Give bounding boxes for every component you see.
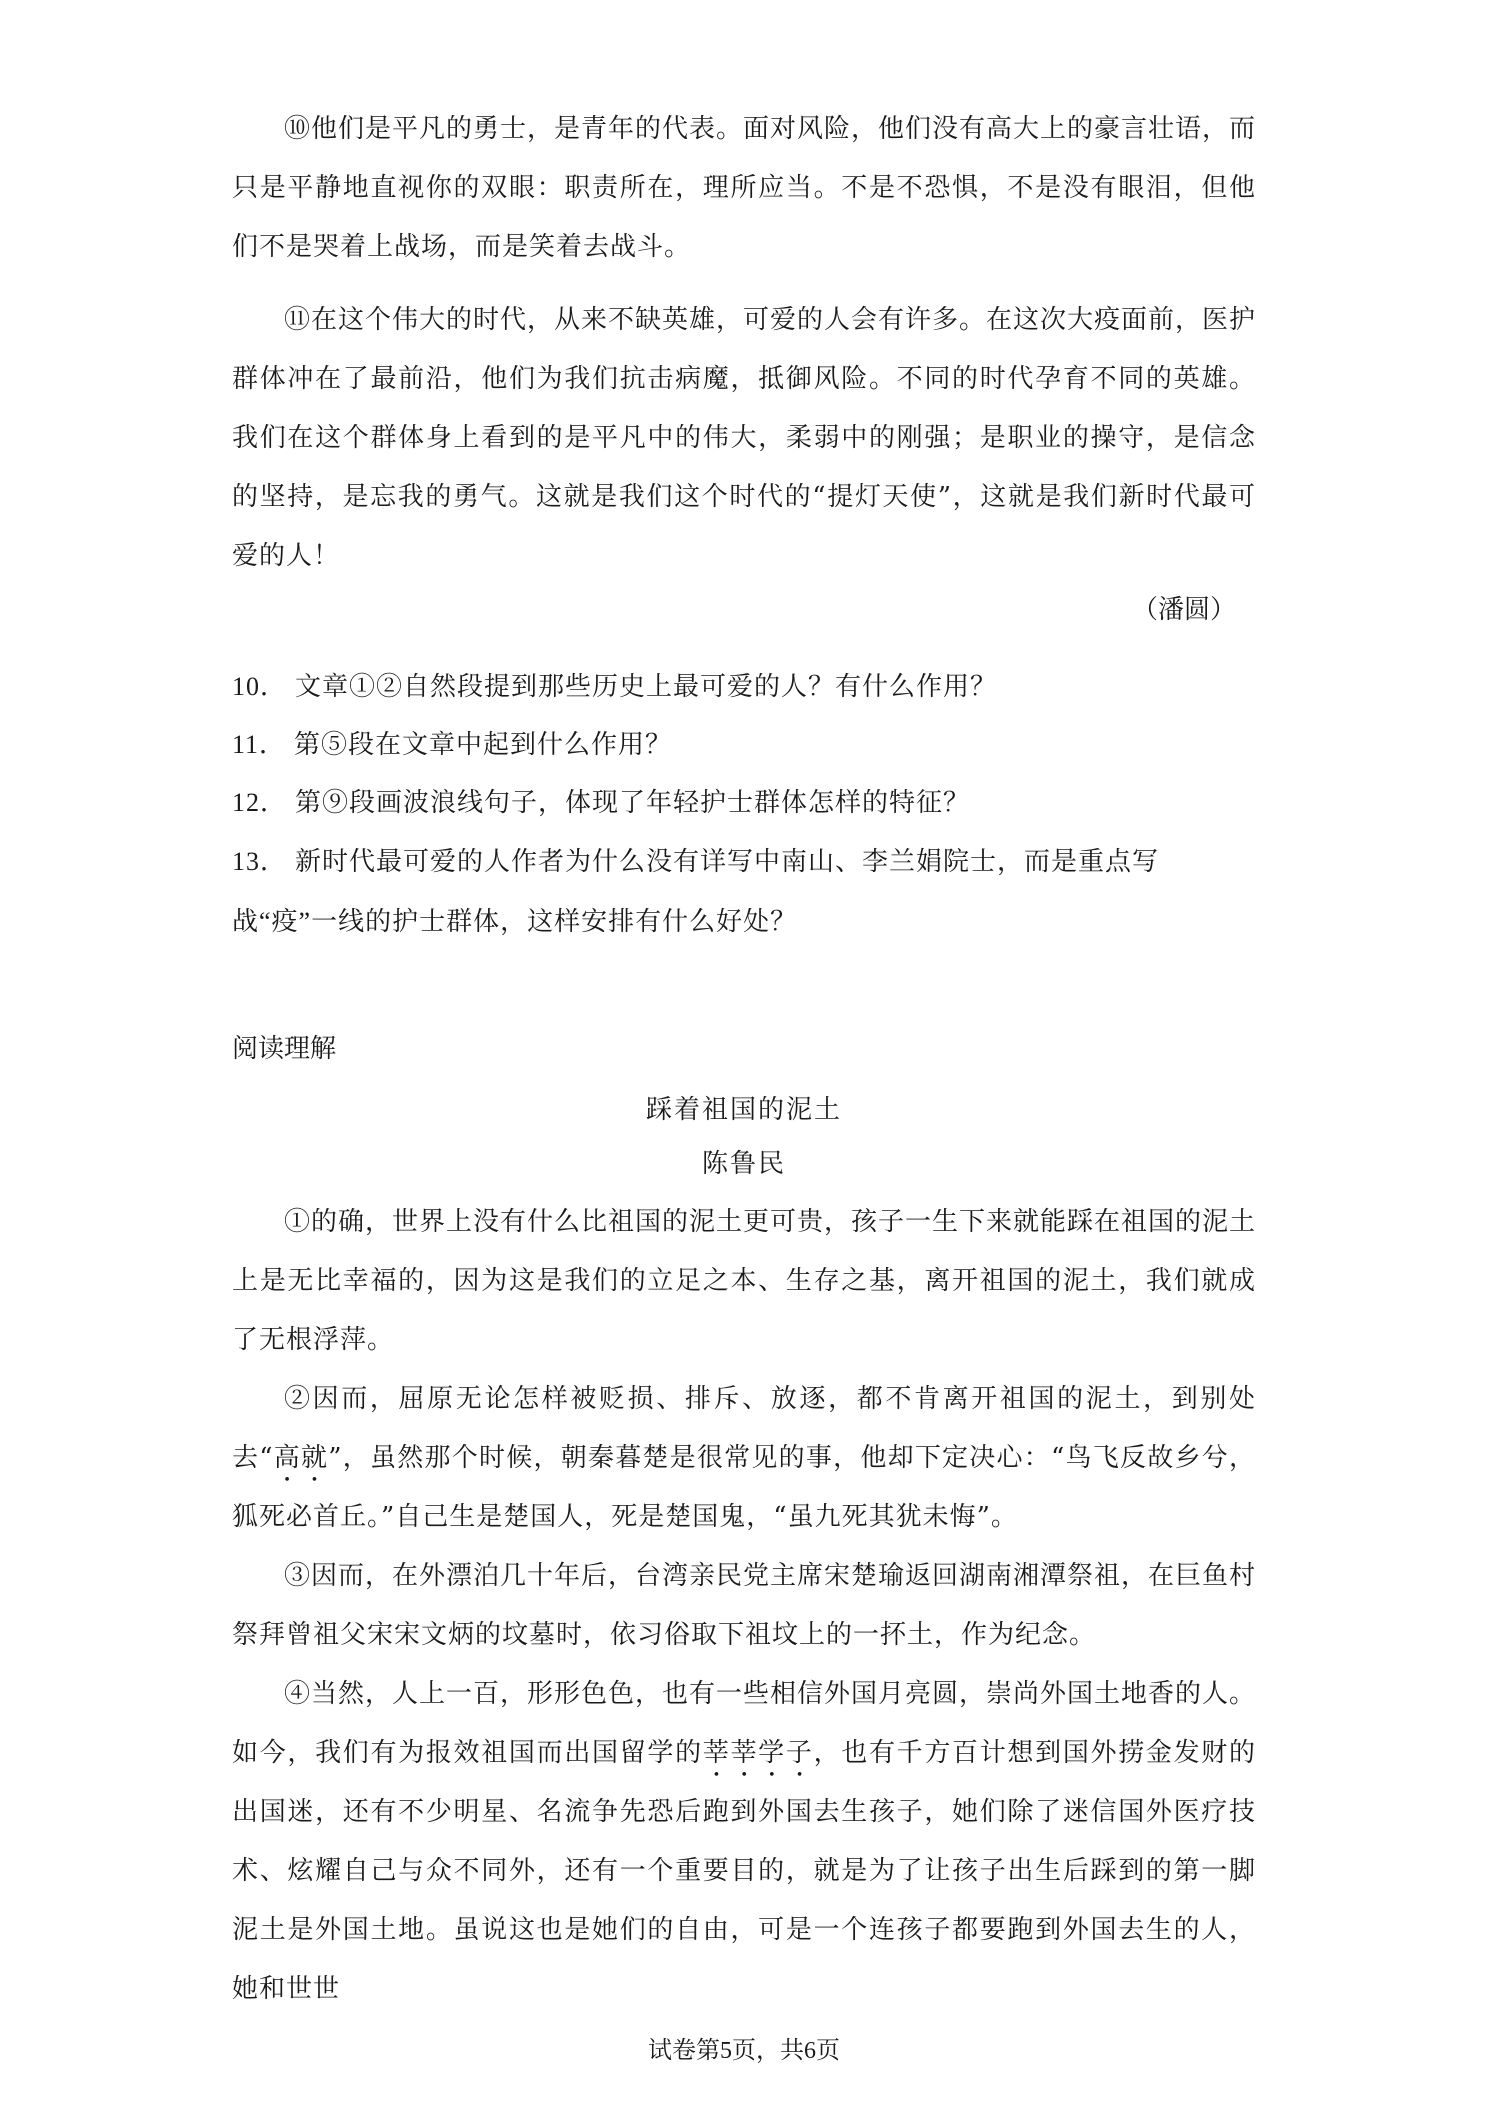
emphasized-term: 高就 bbox=[273, 1443, 329, 1473]
question-number: 12． bbox=[232, 788, 288, 817]
question-text: 第⑤段在文章中起到什么作用？ bbox=[294, 730, 673, 759]
question-text: 文章①②自然段提到那些历史上最可爱的人？有什么作用？ bbox=[295, 672, 998, 701]
paragraph-11: ⑪在这个伟大的时代，从来不缺英雄，可爱的人会有许多。在这次大疫面前，医护群体冲在了最前沿，他们为我们抗击病魔，抵御风险。不同的时代孕育不同的英雄。我们在这个群体身上看到的是平凡中的伟大，柔弱中的刚强；是职业的操守，是信念的坚持，是忘我的勇气。这就是我们这个时代的“提灯天使”，这就是我们新时代最可爱的人！ bbox=[232, 305, 1257, 571]
passage-author: 陈鲁民 bbox=[701, 1149, 786, 1179]
paragraph-2 bbox=[232, 1370, 1256, 1547]
section-label: 阅读理解 bbox=[232, 1034, 337, 1064]
question-13 bbox=[232, 832, 1256, 952]
paragraph-2-text-b: ”，虽然那个时候，朝秦暮楚是很常见的事，他却下定决心：“鸟飞反故乡兮，狐死必首丘。”自己生是楚国人，死是楚国鬼，“虽九死其犹未悔”。 bbox=[232, 1443, 1256, 1532]
passage-1-continued bbox=[232, 100, 1256, 634]
question-number: 11． bbox=[232, 730, 287, 759]
paragraph-4-text-a: ④当然，人上一百，形形色色，也有一些相信外国月亮圆，崇尚外国土地香的人。如今，我们有为报效祖国而出国留学的 bbox=[232, 1679, 1257, 1768]
passage-2 bbox=[232, 1085, 1256, 2019]
passage-title: 踩着祖国的泥土 bbox=[645, 1095, 842, 1125]
paragraph-4 bbox=[232, 1665, 1256, 2019]
paragraph-2-text-a: ②因而，屈原无论怎样被贬损、排斥、放逐，都不肯离开祖国的泥土，到别处去“ bbox=[232, 1384, 1256, 1473]
page-footer: 试卷第5页，共6页 bbox=[648, 2038, 840, 2064]
paragraph-4-text-b: ，也有千方百计想到国外捞金发财的出国迷，还有不少明星、名流争先恐后跑到外国去生孩子，她们除了迷信国外医疗技术、炫耀自己与众不同外，还有一个重要目的，就是为了让孩子出生后踩到的第一脚泥土是外国土地。虽说这也是她们的自由，可是一个连孩子都要跑到外国去生的人，她和世世 bbox=[232, 1738, 1256, 2004]
question-text: 新时代最可爱的人作者为什么没有详写中南山、李兰娟院士，而是重点写战“疫”一线的护士群体，这样安排有什么好处？ bbox=[232, 847, 1160, 936]
reading-section bbox=[232, 1025, 1256, 1073]
question-11 bbox=[232, 716, 1256, 774]
question-12 bbox=[232, 774, 1256, 832]
question-number: 10． bbox=[232, 672, 288, 701]
emphasized-term: 莘莘学子 bbox=[702, 1738, 814, 1768]
paragraph-1: ①的确，世界上没有什么比祖国的泥土更可贵，孩子一生下来就能踩在祖国的泥土上是无比幸福的，因为这是我们的立足之本、生存之基，离开祖国的泥土，我们就成了无根浮萍。 bbox=[232, 1207, 1257, 1355]
question-number: 13． bbox=[232, 847, 288, 876]
question-list bbox=[232, 658, 1256, 952]
question-text: 第⑨段画波浪线句子，体现了年轻护士群体怎样的特征？ bbox=[295, 788, 971, 817]
attribution: （潘圆） bbox=[1131, 595, 1236, 625]
question-10 bbox=[232, 658, 1256, 716]
paragraph-10: ⑩他们是平凡的勇士，是青年的代表。面对风险，他们没有高大上的豪言壮语，而只是平静地直视你的双眼：职责所在，理所应当。不是不恐惧，不是没有眼泪，但他们不是哭着上战场，而是笑着去战斗。 bbox=[232, 114, 1257, 262]
paragraph-3: ③因而，在外漂泊几十年后，台湾亲民党主席宋楚瑜返回湖南湘潭祭祖，在巨鱼村祭拜曾祖父宋宋文炳的坟墓时，依习俗取下祖坟上的一抔土，作为纪念。 bbox=[232, 1561, 1257, 1650]
